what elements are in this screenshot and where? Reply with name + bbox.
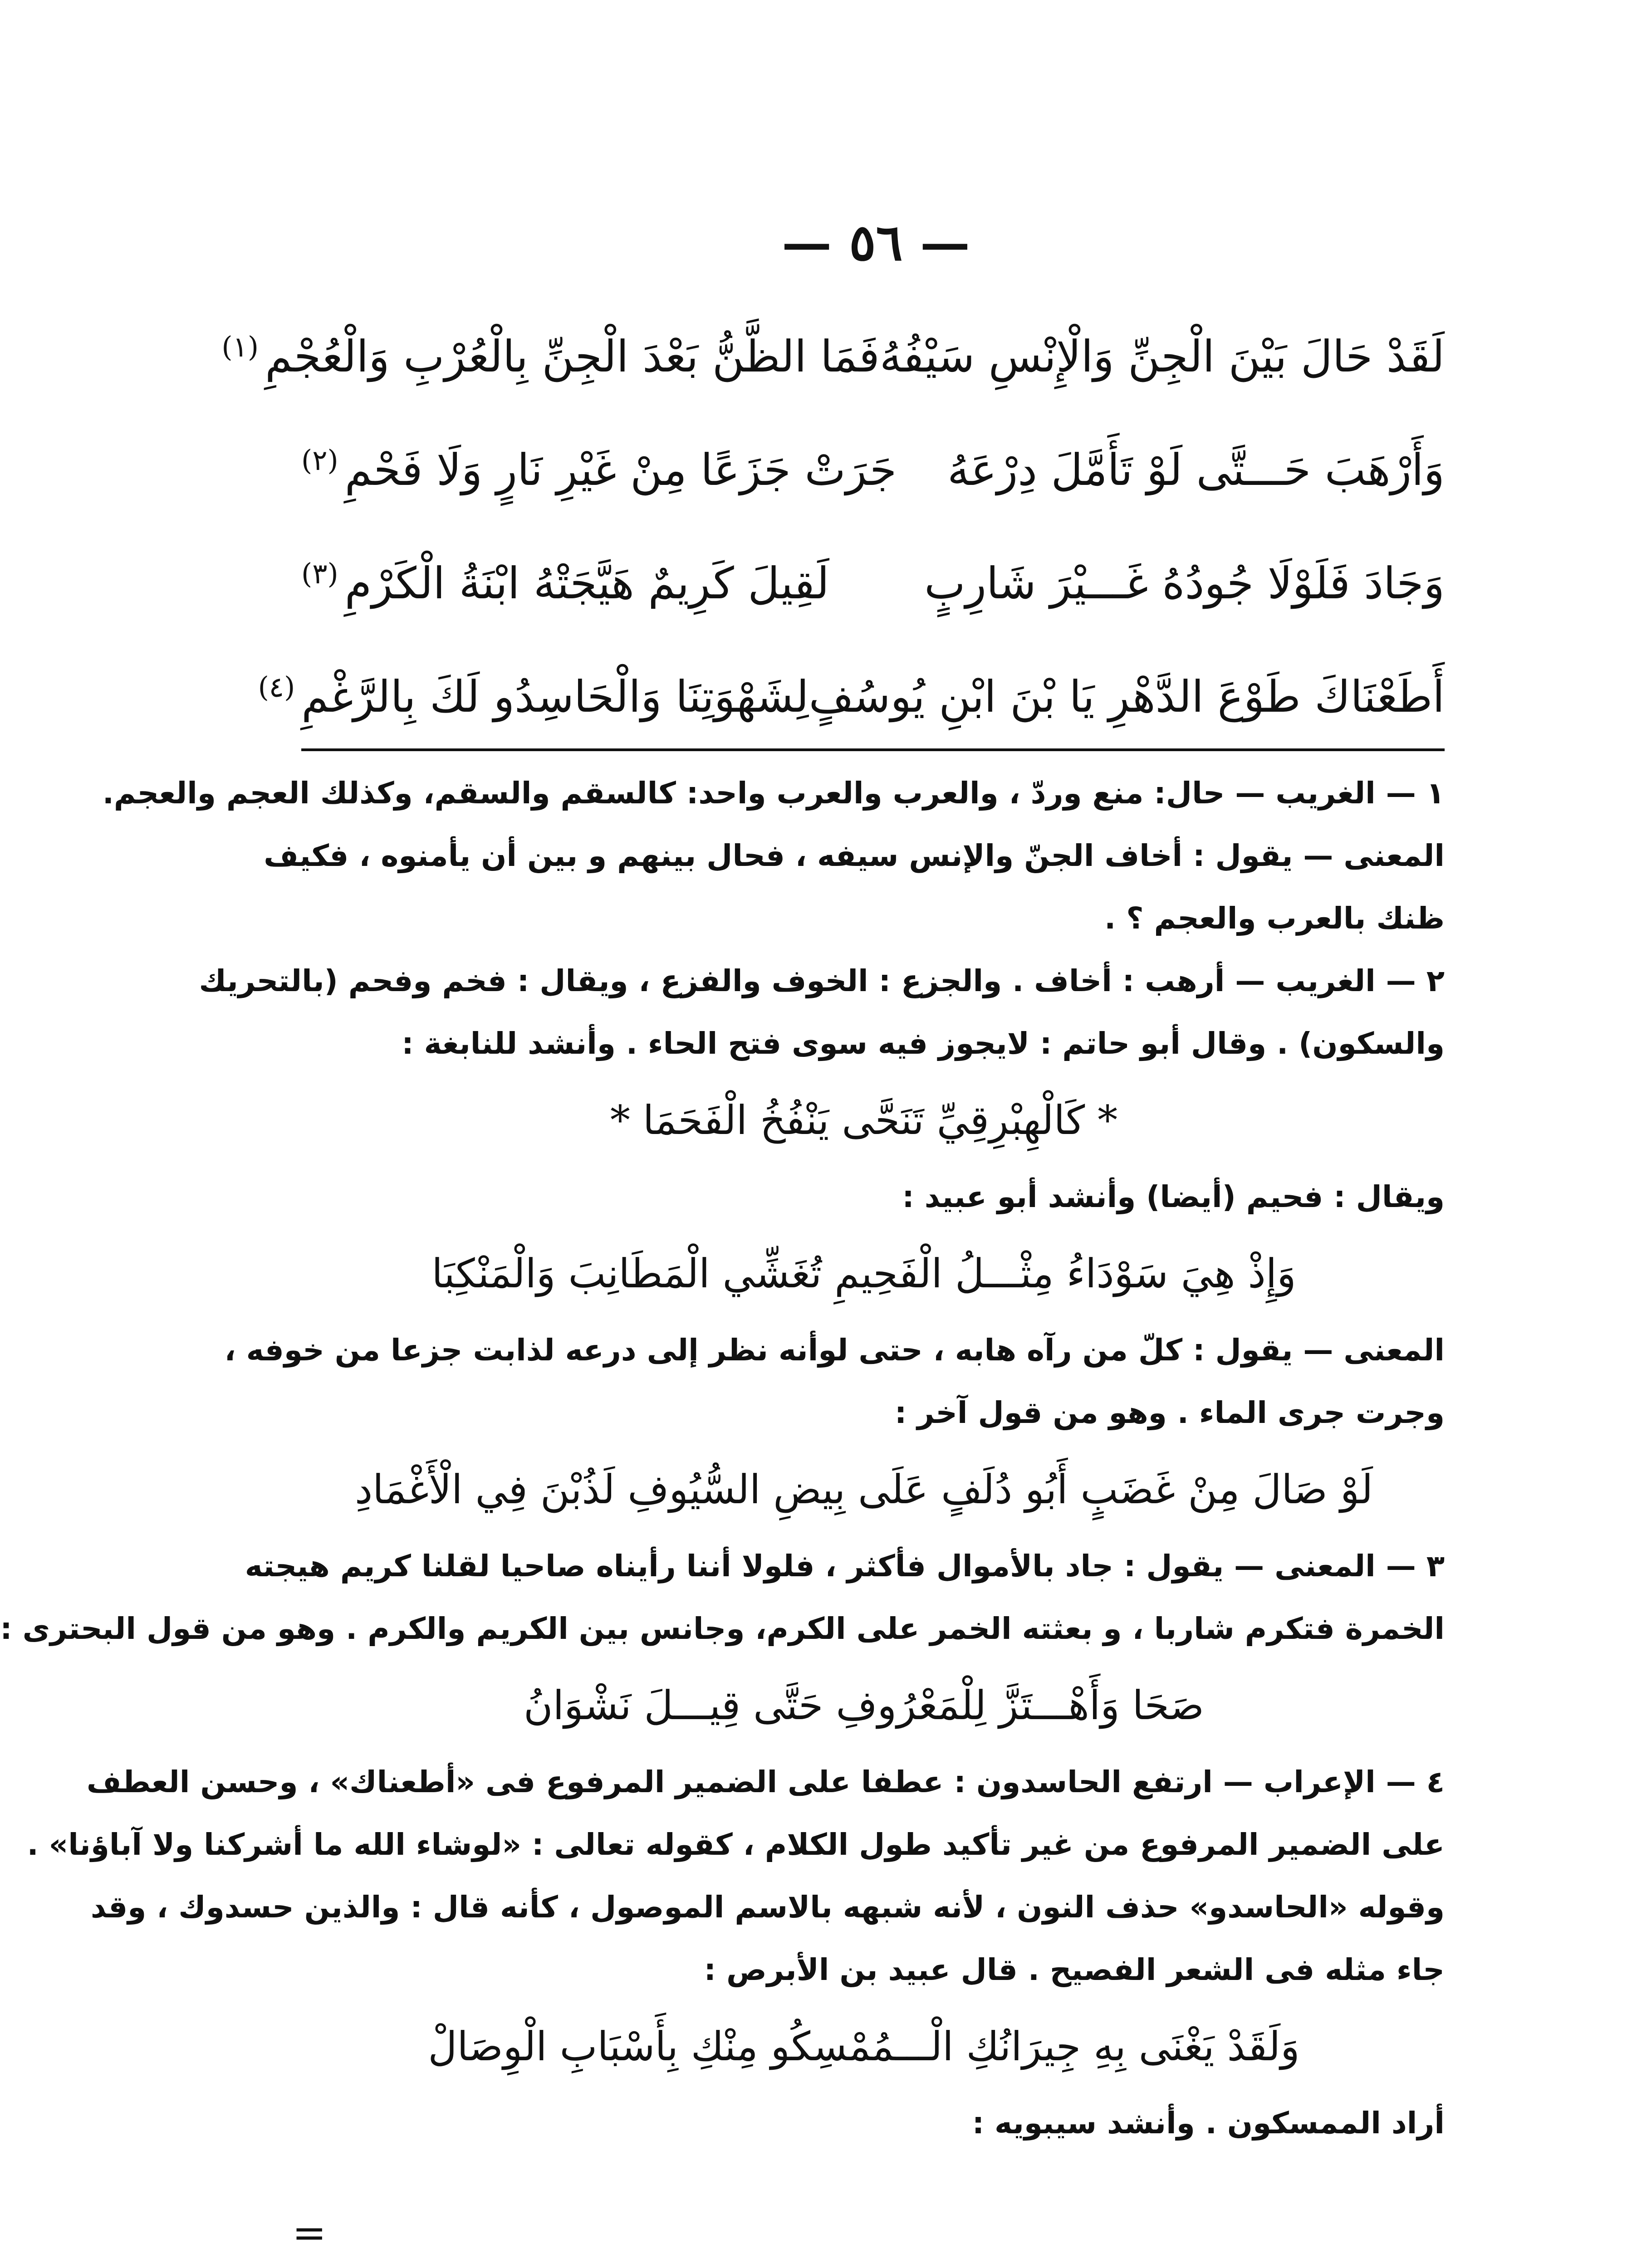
verse-second-hemistich	[258, 631, 809, 753]
note-line: ٣ — المعنى — يقول : جاد بالأموال فأكثر ، فلولا أننا رأيناه صاحيا لقلنا كريم هيجته	[245, 1549, 1445, 1584]
quoted-verse: وَلَقَدْ يَغْنَى بِهِ جِيرَانُكِ الْـــمُمْسِكُو مِنْكِ بِأَسْبَابِ الْوِصَالْ	[428, 2023, 1300, 2070]
note-line: وجرت جرى الماء . وهو من قول آخر :	[894, 1395, 1445, 1430]
verse-4	[258, 631, 1445, 744]
quoted-verse: صَحَا وَأَهْـــتَزَّ لِلْمَعْرُوفِ حَتَّى قِيـــلَ نَشْوَانُ	[524, 1682, 1204, 1729]
footnote-marker: (١)	[221, 330, 259, 363]
note-line: ٤ — الإعراب — ارتفع الحاسدون : عطفا على الضمير المرفوع فى «أطعناك» ، وحسن العطف	[86, 1765, 1445, 1799]
note-line: ١ — الغريب — حال: منع وردّ ، والعرب والعرب واحد: كالسقم والسقم، وكذلك العجم والعجم.	[102, 776, 1445, 811]
verse-3	[301, 517, 1445, 631]
verse-1	[221, 290, 1445, 404]
verse-first-hemistich: وَأَرْهَبَ حَـــتَّى لَوْ تَأَمَّلَ دِرْعَهُ	[947, 445, 1445, 495]
verse-second-text: لَقِيلَ كَرِيمٌ هَيَّجَتْهُ ابْنَةُ الْكَرْمِ	[344, 558, 829, 609]
footnote-marker: (٢)	[301, 444, 338, 477]
quoted-verse: * كَالْهِبْرِقِيِّ تَنَحَّى يَنْفُخُ الْفَحَمَا *	[610, 1097, 1118, 1144]
poem-verses	[221, 290, 1445, 744]
note-line: أراد الممسكون . وأنشد سيبويه :	[972, 2106, 1445, 2141]
note-line: ظنك بالعرب والعجم ؟ .	[1104, 901, 1445, 936]
note-line: على الضمير المرفوع من غير تأكيد طول الكلام ، كقوله تعالى : «لوشاء الله ما أشركنا ولا آباؤنا» .	[27, 1827, 1445, 1862]
verse-second-text: جَرَتْ جَزَعًا مِنْ غَيْرِ نَارٍ وَلَا فَحْمِ	[344, 445, 897, 495]
note-line: ويقال : فحيم (أيضا) وأنشد أبو عبيد :	[902, 1179, 1445, 1214]
footnotes	[0, 762, 1445, 2155]
page-number: — ٥٦ —	[782, 213, 970, 272]
footnote-marker: (٤)	[258, 670, 295, 704]
verse-first-hemistich: أَطَعْنَاكَ طَوْعَ الدَّهْرِ يَا بْنَ ابْنِ يُوسُفٍ	[809, 671, 1445, 722]
note-line: الخمرة فتكرم شاربا ، و بعثته الخمر على الكرم، وجانس بين الكريم والكرم . وهو من قول البحترى :	[0, 1611, 1445, 1646]
verse-second-hemistich	[301, 404, 897, 527]
verse-second-text: لِشَهْوَتِنَا وَالْحَاسِدُو لَكَ بِالرَّغْمِ	[301, 671, 809, 722]
quoted-verse: لَوْ صَالَ مِنْ غَضَبٍ أَبُو دُلَفٍ عَلَى بِيضِ السُّيُوفِ لَذُبْنَ فِي الْأَغْمَادِ	[354, 1466, 1373, 1513]
verse-first-hemistich: لَقَدْ حَالَ بَيْنَ الْجِنِّ وَالْإِنْسِ سَيْفُهُ	[879, 331, 1445, 382]
note-line: وقوله «الحاسدو» حذف النون ، لأنه شبهه بالاسم الموصول ، كأنه قال : والذين حسدوك ، وقد	[90, 1890, 1445, 1925]
footnote-marker: (٣)	[301, 557, 338, 590]
note-line: ٢ — الغريب — أرهب : أخاف . والجزع : الخوف والفزع ، ويقال : فخم وفحم (بالتحريك	[199, 963, 1445, 998]
verse-first-hemistich: وَجَادَ فَلَوْلَا جُودُهُ غَـــيْرَ شَارِبٍ	[924, 558, 1445, 609]
verse-second-hemistich	[301, 517, 829, 640]
verse-second-hemistich	[221, 290, 879, 413]
note-line: جاء مثله فى الشعر الفصيح . قال عبيد بن الأبرص :	[704, 1952, 1445, 1987]
quoted-verse: وَإِذْ هِيَ سَوْدَاءُ مِثْـــلُ الْفَحِيمِ تُغَشِّي الْمَطَانِبَ وَالْمَنْكِبَا	[431, 1250, 1296, 1297]
continuation-mark: =	[292, 2209, 327, 2257]
verse-second-text: فَمَا الظَّنُّ بَعْدَ الْجِنِّ بِالْعُرْبِ وَالْعُجْمِ	[265, 331, 880, 382]
note-line: المعنى — يقول : أخاف الجنّ والإنس سيفه ، فحال بينهم و بين أن يأمنوه ، فكيف	[264, 838, 1445, 873]
note-line: والسكون) . وقال أبو حاتم : لايجوز فيه سوى فتح الحاء . وأنشد للنابغة :	[402, 1026, 1445, 1061]
note-line: المعنى — يقول : كلّ من رآه هابه ، حتى لوأنه نظر إلى درعه لذابت جزعا من خوفه ،	[224, 1333, 1445, 1368]
verse-2	[301, 404, 1445, 517]
footnote-divider	[301, 748, 1445, 751]
